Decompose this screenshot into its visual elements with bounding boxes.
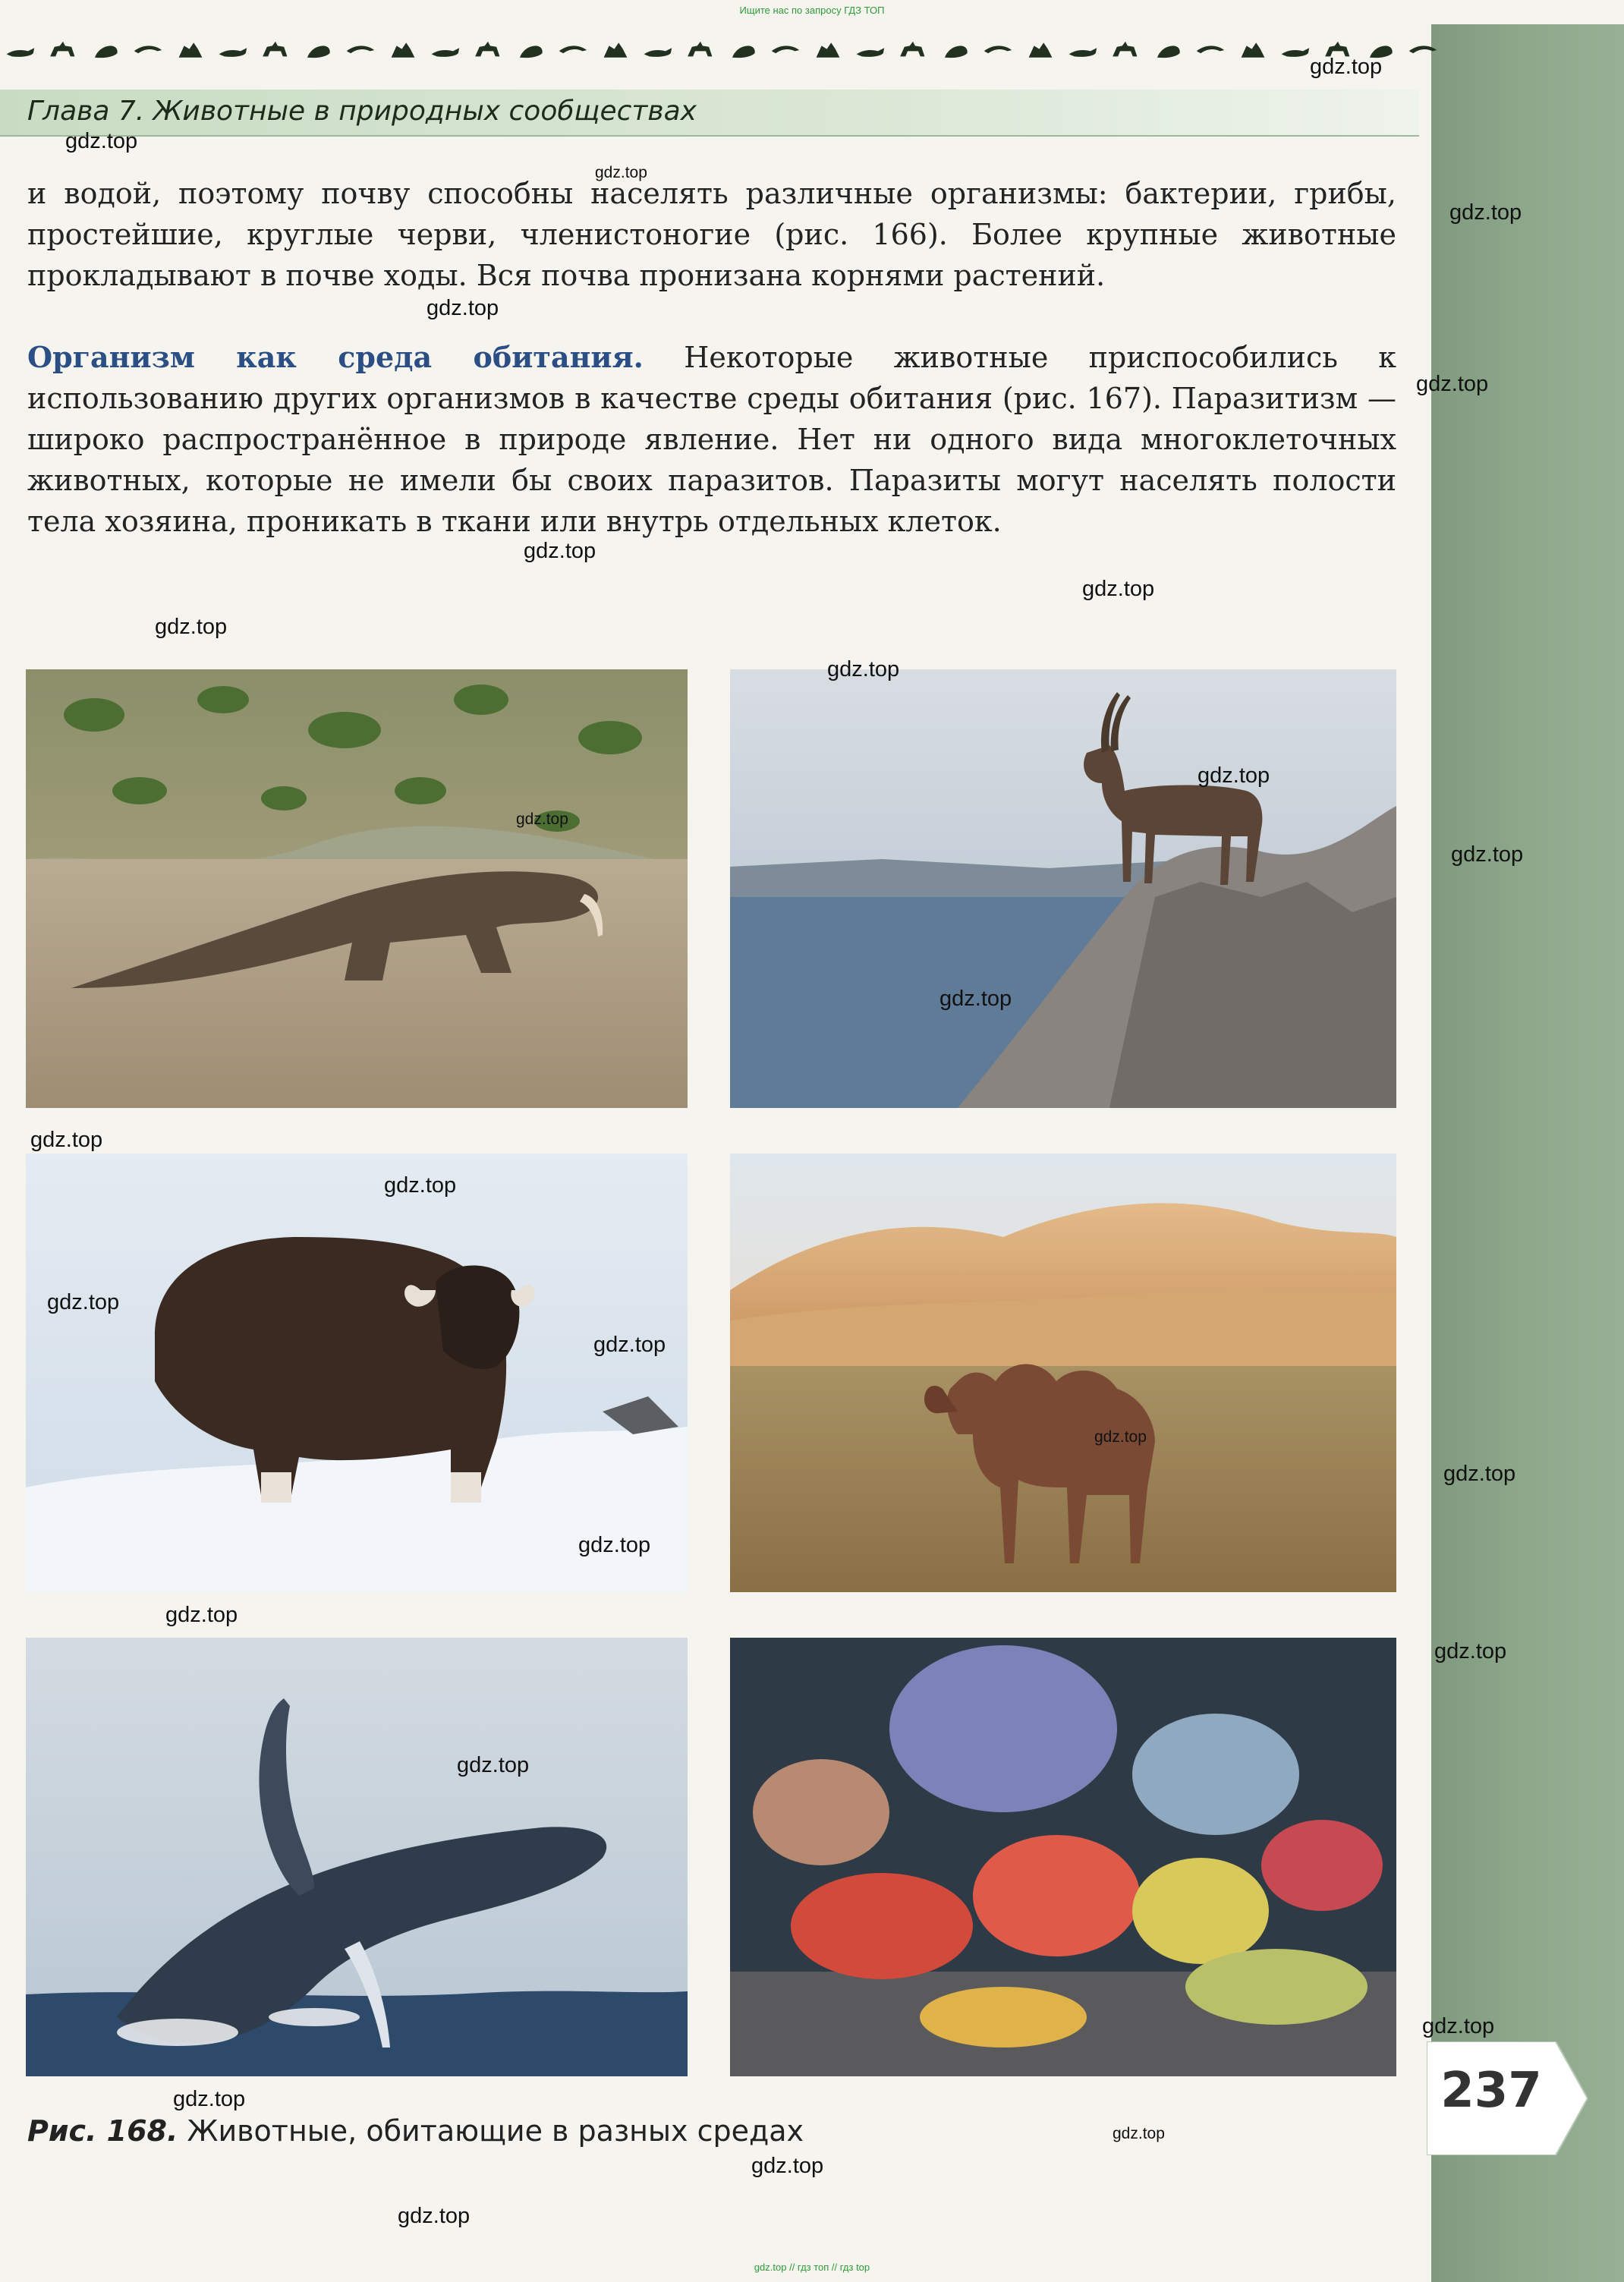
watermark: gdz.top: [30, 1128, 103, 1152]
watermark: gdz.top: [173, 2087, 246, 2111]
figure-label: Рис. 168.: [27, 2114, 178, 2148]
site-note-top: Ищите нас по запросу ГДЗ ТОП: [739, 5, 885, 16]
animal-silhouette-icon: [1024, 33, 1056, 67]
animal-silhouette-icon: [47, 33, 79, 67]
watermark: gdz.top: [47, 1290, 120, 1314]
coral-icon: [730, 1638, 1396, 2076]
animal-silhouette-icon: [939, 33, 971, 67]
watermark: gdz.top: [65, 129, 138, 153]
goat-icon: [730, 669, 1396, 1108]
watermark: gdz.top: [398, 2204, 471, 2228]
camel-photo: [730, 1154, 1396, 1592]
watermark: gdz.top: [426, 296, 499, 320]
animal-silhouette-icon: [1407, 33, 1439, 67]
figure-caption-text: Животные, обитающие в разных средах: [187, 2114, 804, 2148]
site-note-bottom: gdz.top // гдз топ // гдз top: [754, 2262, 870, 2273]
animal-silhouette-icon: [345, 33, 376, 67]
page-number: 237: [1440, 2063, 1542, 2119]
animal-silhouette-icon: [1279, 33, 1311, 67]
watermark: gdz.top: [1113, 2125, 1165, 2142]
lizard-icon: [26, 669, 688, 1108]
watermark: gdz.top: [751, 2154, 824, 2178]
humpback-whale-photo: [26, 1638, 688, 2076]
whale-icon: [26, 1638, 688, 2076]
komodo-dragon-photo: [26, 669, 688, 1108]
animal-silhouette-icon: [5, 33, 36, 67]
figure-caption: [27, 2114, 804, 2148]
watermark: gdz.top: [1310, 55, 1383, 79]
animal-silhouette-icon: [132, 33, 164, 67]
watermark: gdz.top: [578, 1533, 651, 1557]
watermark: gdz.top: [1449, 200, 1522, 225]
paragraph-parasitism: Некоторые животные приспособились к использованию других организмов в качестве среды обитания (рис. 167). Паразитизм — широко распространённое в природе явление. Нет ни одного вида многоклеточных животных, которые не имели бы своих паразитов. Паразиты могут населять полости тела хозяина, проникать в ткани или внутрь отдельных клеток.: [27, 341, 1396, 538]
coral-reef-photo: [730, 1638, 1396, 2076]
watermark: gdz.top: [155, 615, 228, 639]
watermark: gdz.top: [1434, 1639, 1507, 1663]
animal-silhouette-icon: [90, 33, 121, 67]
animal-silhouette-icon: [557, 33, 589, 67]
animal-silhouette-icon: [1194, 33, 1226, 67]
watermark: gdz.top: [827, 657, 900, 681]
animal-silhouette-icon: [302, 33, 334, 67]
animal-silhouette-icon: [260, 33, 291, 67]
animal-silhouette-icon: [387, 33, 419, 67]
musk-ox-icon: [26, 1154, 688, 1592]
animal-silhouette-icon: [727, 33, 759, 67]
animal-silhouette-icon: [897, 33, 929, 67]
animal-silhouette-icon: [685, 33, 716, 67]
watermark: gdz.top: [457, 1753, 530, 1777]
animal-silhouette-icon: [812, 33, 844, 67]
animal-silhouette-icon: [515, 33, 546, 67]
watermark: gdz.top: [595, 164, 647, 181]
animal-silhouette-icon: [175, 33, 206, 67]
animal-silhouette-icon: [770, 33, 801, 67]
animal-silhouette-icon: [1067, 33, 1099, 67]
animal-silhouette-icon: [472, 33, 504, 67]
musk-ox-photo: [26, 1154, 688, 1592]
animal-silhouette-icon: [430, 33, 461, 67]
animal-silhouette-icon: [1237, 33, 1269, 67]
animal-silhouette-icon: [217, 33, 249, 67]
paragraph-soil: и водой, поэтому почву способны населять различные организмы: бактерии, грибы, простейшие, круглые черви, членистоногие (рис. 166). Более крупные животные прокладывают в почве ходы. Вся почва пронизана корнями растений.: [27, 177, 1396, 292]
animal-silhouette-strip: [0, 33, 1439, 79]
animal-silhouette-icon: [642, 33, 674, 67]
watermark: gdz.top: [1443, 1462, 1516, 1486]
mountain-goat-photo: [730, 669, 1396, 1108]
watermark: gdz.top: [939, 987, 1012, 1011]
animal-silhouette-icon: [1152, 33, 1184, 67]
watermark: gdz.top: [384, 1173, 457, 1198]
animal-silhouette-icon: [1109, 33, 1141, 67]
paragraph-organism-habitat: [27, 337, 1396, 542]
animal-silhouette-icon: [854, 33, 886, 67]
camel-icon: [730, 1154, 1396, 1592]
watermark: gdz.top: [516, 811, 568, 828]
watermark: gdz.top: [1422, 2014, 1495, 2038]
animal-silhouette-icon: [600, 33, 631, 67]
watermark: gdz.top: [524, 539, 596, 563]
side-color-band: [1431, 24, 1624, 2282]
animal-silhouette-icon: [982, 33, 1014, 67]
watermark: gdz.top: [1451, 842, 1524, 867]
watermark: gdz.top: [1416, 372, 1489, 396]
watermark: gdz.top: [1094, 1428, 1147, 1446]
term-heading: Организм как среда обитания.: [27, 340, 644, 374]
watermark: gdz.top: [165, 1603, 238, 1627]
watermark: gdz.top: [1198, 763, 1270, 788]
chapter-title: Глава 7. Животные в природных сообществах: [27, 96, 697, 127]
watermark: gdz.top: [593, 1333, 666, 1357]
watermark: gdz.top: [1082, 577, 1155, 601]
